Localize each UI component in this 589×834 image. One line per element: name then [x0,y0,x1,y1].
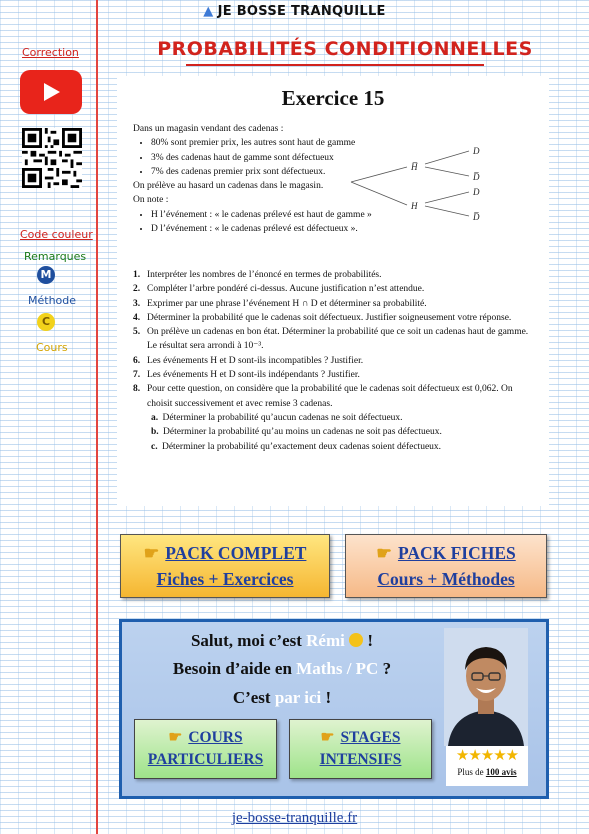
pack-fiches-button[interactable] [345,534,547,598]
pack-complet-title: PACK COMPLET [165,543,307,563]
probability-tree [349,142,509,222]
question-item [133,297,535,311]
help-prefix: Besoin d’aide en [172,659,297,678]
question-item [133,354,535,368]
subquestion-item [133,425,535,439]
tutor-name: Rémi [306,631,345,650]
smiley-icon [349,633,363,647]
color-code-label: Code couleur [20,228,93,241]
help-suffix: ? [378,659,392,678]
question-number: 8. [133,384,141,395]
subquestion-letter: a. [151,412,159,423]
exercise-intro [133,122,372,236]
reviews-count: Plus de 100 avis [457,767,517,777]
list-item: • D l’événement : « le cadenas prélevé est défectueux ». [151,222,372,236]
list-item: • 7% des cadenas premier prix sont défectueux. [151,165,372,179]
question-number: 1. [133,270,141,280]
tree-node-h-bar: H̅ [411,162,418,172]
note-text: On note : [133,195,169,206]
method-label: Méthode [28,294,77,307]
promo-here-line [122,688,442,708]
question-number: 7. [133,370,141,381]
question-number: 3. [133,298,141,309]
course-label: Cours [36,341,68,354]
list-item: • 3% des cadenas haut de gamme sont défectueux [151,151,372,165]
remarks-label: Remarques [24,250,87,263]
tree-node-d: D [473,146,480,156]
pack-complet-subtitle: Fiches + Exercices [156,569,294,589]
tree-node-d-bar: D̅ [473,172,480,182]
method-badge-icon: M [37,266,55,284]
subquestion-letter: b. [151,427,159,438]
question-item [133,311,535,325]
star-rating-icon: ★★★★★ [455,748,519,764]
promo-greeting [122,631,442,651]
subquestion-text: Déterminer la probabilité qu’exactement deux cadenas soient défectueux. [161,441,442,452]
question-text: Interpréter les nombres de l’énoncé en termes de probabilités. [147,270,382,280]
question-item [133,268,535,282]
draw-text: On prélève au hasard un cadenas dans le magasin. [133,181,324,192]
qr-code-icon[interactable] [22,128,82,188]
pack-fiches-title: PACK FICHES [397,543,516,563]
list-item: • 80% sont premier prix, les autres sont haut de gamme [151,136,372,150]
course-badge-icon: C [37,313,55,331]
greeting-prefix: Salut, moi c’est [190,631,307,650]
pack-fiches-subtitle: Cours + Méthodes [377,569,515,589]
brand-name: JE BOSSE TRANQUILLE [217,4,386,19]
pointing-hand-icon: ☛ [320,729,335,746]
button-label: INTENSIFS [319,751,402,768]
button-label: COURS [188,729,243,746]
greeting-suffix: ! [363,631,374,650]
tree-node-d-bar: D̅ [473,212,480,222]
question-text: Déterminer la probabilité que le cadenas soit défectueux. Justifier soigneusement votre réponse. [147,312,512,323]
question-text: On prélève un cadenas en bon état. Déterminer la probabilité que ce soit un cadenas haut de gamme. Le résultat sera arrondi à 10⁻³. [147,327,529,352]
subquestion-item [133,440,535,454]
website-link[interactable]: je-bosse-tranquille.fr [231,810,358,826]
subjects: Maths / PC [296,659,379,678]
notebook-margin-line [96,0,98,834]
reviews-box[interactable] [446,746,528,786]
subquestion-text: Déterminer la probabilité qu’aucun cadenas ne soit défectueux. [162,412,403,423]
page-title: PROBABILITÉS CONDITIONNELLES [157,38,533,60]
question-number: 6. [133,355,141,366]
tutoring-promo-box [119,619,549,799]
subquestion-item [133,411,535,425]
pointing-hand-icon: ☛ [143,543,160,563]
pointing-hand-icon: ☛ [376,543,392,563]
promo-help-line [122,659,442,679]
question-number: 5. [133,327,141,338]
question-item [133,368,535,382]
exercise-title: Exercice 15 [281,86,385,110]
here-prefix: C’est [232,688,275,707]
intro-text: Dans un magasin vendant des cadenas : [133,124,284,134]
question-item [133,282,535,296]
subquestion-text: Déterminer la probabilité qu’au moins un cadenas ne soit pas défectueux. [163,427,442,438]
here-link[interactable]: par ici [274,688,322,707]
tree-node-h: H [411,201,418,211]
tree-node-d: D [473,187,480,197]
button-label: STAGES [340,729,401,746]
youtube-play-icon[interactable] [20,70,82,114]
correction-label: Correction [22,46,79,59]
question-text: Pour cette question, on considère que la probabilité que le cadenas soit défectueux est 0,062. On choisit successivement et avec remise 3 cadenas. [147,384,513,409]
pack-complet-button[interactable] [120,534,330,598]
pointing-hand-icon: ☛ [168,729,183,746]
question-number: 4. [133,312,141,323]
cours-particuliers-button[interactable] [134,719,277,779]
list-item: • H l’événement : « le cadenas prélevé est haut de gamme » [151,208,372,222]
question-item [133,382,535,411]
tutor-photo-avatar [444,628,528,746]
stages-intensifs-button[interactable] [289,719,432,779]
button-label: PARTICULIERS [147,751,264,768]
exercise-sheet [117,76,549,506]
subquestion-letter: c. [151,441,158,452]
title-underline [186,64,484,66]
question-number: 2. [133,284,141,295]
question-text: Les événements H et D sont-ils indépendants ? Justifier. [147,370,360,381]
question-text: Exprimer par une phrase l’événement H ∩ D et déterminer sa probabilité. [147,298,427,309]
brand-header[interactable] [0,4,589,19]
here-suffix: ! [321,688,332,707]
question-item [133,325,535,354]
question-text: Les événements H et D sont-ils incompatibles ? Justifier. [147,355,364,366]
question-text: Compléter l’arbre pondéré ci-dessus. Aucune justification n’est attendue. [147,284,425,295]
question-list [133,268,535,454]
rocket-icon: ▲ [203,4,214,19]
